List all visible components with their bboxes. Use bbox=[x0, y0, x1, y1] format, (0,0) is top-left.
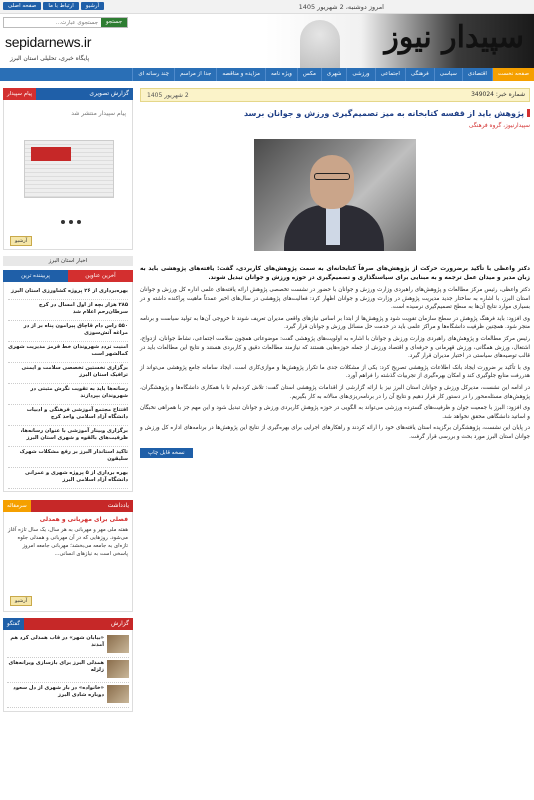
milad-tower-graphic bbox=[300, 20, 340, 68]
nav-item-misc[interactable]: جدا از مراسم bbox=[174, 68, 216, 81]
slider-dot-3[interactable] bbox=[77, 220, 81, 224]
article-paragraph: رئیس مرکز مطالعات و پژوهش‌های راهبردی وزارت ورزش و جوانان با اشاره به اولویت‌های پژوهشی گفت: موضوعاتی همچون سلامت اجتماعی، نشاط جوانان، ازدواج، اشتغال، ورزش همگانی، ورزش قهرمانی و حرفه‌ای و اقتصاد ورزش از جمله حوزه‌هایی هستند که نیازمند مطالعات دقیق و کاربردی هستند و نتایج این مطالعات باید در قالب توصیه‌های سیاستی در اختیار مدیران قرار گیرد. bbox=[140, 335, 530, 360]
article-paragraph: در پایان این نشست، پژوهشگران برگزیده استان یافته‌های خود را ارائه کردند و راهکارهای اجرایی برای بهره‌گیری از نتایج این پژوهش‌ها در برنامه‌های اداره کل ورزش و جوانان استان البرز مورد بحث و بررسی قرار گرفت. bbox=[140, 425, 530, 440]
notes-tab[interactable]: سرمقاله bbox=[3, 500, 31, 512]
article-paragraph: دکتر واعظی، رئیس مرکز مطالعات و پژوهش‌های راهبردی وزارت ورزش و جوانان با حضور در نشست تخصصی پژوهش ارائه یافته‌های علمی اداره کل ورزش و جوانان استان البرز، با اشاره به ساختار جدید مدیریت پژوهش در وزارت ورزش و جوانان اظهار کرد: فعالیت‌های پژوهشی در سال‌های اخیر عمدتاً ماهیت پراکنده داشته و در بسیاری موارد نتایج آن‌ها به سطح تصمیم‌گیری نرسیده است. bbox=[140, 287, 530, 311]
top-link-contact[interactable]: ارتباط با ما bbox=[43, 2, 78, 10]
top-link-archive[interactable]: آرشیو bbox=[81, 2, 104, 10]
photo-face bbox=[310, 155, 354, 209]
notes-box bbox=[3, 512, 133, 612]
nav-item-cultural[interactable]: فرهنگی bbox=[405, 68, 434, 81]
report-item-title[interactable]: همدلی البرز برای بازسازی ویرانه‌های زلزله bbox=[8, 659, 104, 673]
article-lead: دکتر واعظی با تأکید برضرورت حرکت از پژوهش‌های صرفاً کتابخانه‌ای به سمت پژوهش‌های کاربردی، گفت: یافته‌های پژوهشی باید به زبان مدیر و میدان عمل ترجمه و به مبنایی برای سیاستگذاری و تصمیم‌گیری در حوزه ورزش و جوانان تبدیل شوند. bbox=[140, 266, 530, 281]
article-paragraph: وی افزود: باید فرهنگ پژوهش در سطح سازمان تقویت شود و پژوهش‌ها از ابتدا بر اساس نیازهای واقعی مدیران تعریف شوند تا خروجی آن‌ها به تولید سیاست و برنامه منجر شود. همچنین ظرفیت دانشگاه‌ها و مراکز علمی باید در خدمت حل مسائل ورزش و جوانان قرار گیرد. bbox=[140, 315, 530, 331]
left-sidebar bbox=[3, 88, 133, 712]
site-logo[interactable]: سپیدار نیوز bbox=[384, 20, 524, 55]
article-byline: سپیدارنیوز، گروه فرهنگی bbox=[468, 123, 530, 129]
list-item[interactable] bbox=[7, 633, 129, 658]
list-item[interactable]: برگزاری وبینار آموزشی با عنوان رسانه‌ها، ظرفیت‌های بالقوه و شهری استان البرز bbox=[8, 426, 128, 447]
list-item[interactable]: ۲۸۵ هزار بچه از اول امسال در کرج سرطان‌رحم اعلام شد bbox=[8, 300, 128, 321]
top-links bbox=[3, 2, 104, 10]
article-paragraph: وی افزود: البرز با جمعیت جوان و ظرفیت‌های گسترده ورزشی می‌تواند به الگویی در حوزه پژوهش کاربردی ورزش و جوانان تبدیل شود و این مهم جز با همراهی نخبگان و اساتید دانشگاهی محقق نخواهد شد. bbox=[140, 405, 530, 420]
nav-item-photo[interactable]: مکس bbox=[297, 68, 321, 81]
photo-archive-button[interactable]: آرشیو bbox=[10, 236, 32, 246]
notes-header bbox=[3, 500, 133, 512]
photo-report-label[interactable]: پیام سپیدار منتشر شد bbox=[71, 110, 126, 117]
alborz-news-box bbox=[3, 282, 133, 492]
report-header bbox=[3, 618, 133, 630]
photo-report-tab[interactable]: پیام سپیدار bbox=[3, 88, 36, 100]
alborz-news-title: اخبار استان البرز bbox=[3, 256, 133, 266]
nav-item-political[interactable]: سیاسی bbox=[434, 68, 462, 81]
list-item[interactable] bbox=[7, 683, 129, 708]
nav-item-social[interactable]: اجتماعی bbox=[375, 68, 405, 81]
slider-dot-2[interactable] bbox=[69, 220, 73, 224]
article-info-bar bbox=[140, 88, 530, 102]
nav-item-sports[interactable]: ورزشی bbox=[346, 68, 374, 81]
report-thumbnail[interactable] bbox=[107, 635, 129, 653]
report-item-title[interactable]: «بیابان شهر» در قاب همدلی کرد هم آمدند bbox=[10, 634, 104, 648]
brand-panel bbox=[0, 14, 130, 68]
article-main bbox=[140, 88, 530, 458]
site-url: sepidarnews.ir bbox=[5, 34, 92, 50]
report-thumbnail[interactable] bbox=[107, 685, 129, 703]
article-headline: پژوهش باید از قفسه کتابخانه به میز تصمیم‌گیری ورزش و جوانان برسد bbox=[140, 108, 530, 119]
header-banner bbox=[150, 14, 534, 68]
slider-dots bbox=[61, 220, 81, 224]
site-header bbox=[0, 14, 534, 68]
article-paragraph: در ادامه این نشست، مدیرکل ورزش و جوانان استان البرز نیز با ارائه گزارشی از اقدامات پژوهشی استان گفت: تلاش کرده‌ایم تا با همکاری دانشگاه‌ها و پژوهشگران، پژوهش‌های مسئله‌محور را در دستور کار قرار دهیم و نتایج آن را در برنامه‌ریزی‌های سالانه به کار بگیریم. bbox=[140, 384, 530, 400]
list-item[interactable]: بهره برداری از ۵ پروژه شهری و عمرانی دانشگاه آزاد اسلامی البرز bbox=[8, 468, 128, 489]
report-title: گزارش bbox=[110, 619, 129, 627]
print-version-button[interactable]: نسخه قابل چاپ bbox=[140, 448, 193, 458]
list-item[interactable]: تاکید استاندار البرز بر رفع مشکلات شهرک سلیقون bbox=[8, 447, 128, 468]
photo-report-header bbox=[3, 88, 133, 100]
nav-item-economic[interactable]: اقتصادی bbox=[462, 68, 492, 81]
nav-item-home[interactable]: صفحه نخست bbox=[492, 68, 534, 81]
photo-shirt bbox=[326, 205, 340, 245]
notes-title: یادداشت bbox=[107, 501, 129, 509]
notes-archive-button[interactable]: آرشیو bbox=[10, 596, 32, 606]
list-item[interactable]: بهره‌برداری از ۲۶ پروژه کشاورزی استان البرز bbox=[8, 286, 128, 300]
list-item[interactable]: افتتاح مجتمع آموزشی فرهنگی و ادبیات دانشگاه آزاد اسلامی واحد کرج bbox=[8, 405, 128, 426]
search-button[interactable]: جستجو bbox=[101, 18, 127, 27]
nav-item-urban[interactable]: شهری bbox=[321, 68, 346, 81]
search-input[interactable] bbox=[4, 18, 100, 27]
article-id: شماره خبر: 349024 bbox=[471, 91, 525, 98]
article-date: 2 شهریور 1405 bbox=[147, 92, 189, 99]
current-date: امروز دوشنبه، 2 شهریور 1405 bbox=[298, 3, 384, 11]
top-link-home[interactable]: صفحه اصلی bbox=[3, 2, 41, 10]
photo-glasses bbox=[314, 173, 350, 180]
tab-latest[interactable]: آخرین عناوین bbox=[68, 270, 133, 282]
photo-report-title: گزارش تصویری bbox=[89, 90, 129, 97]
slider-dot-1[interactable] bbox=[61, 220, 65, 224]
list-item[interactable]: امنیت تردد شهروندان خط قرمز مدیریت شهری کمالشهر است bbox=[8, 342, 128, 363]
list-item[interactable]: رسانه‌ها باید به تقویت نگرش مثبتی در شهروندان بپردازند bbox=[8, 384, 128, 405]
note-text: هفته ملی مهر و مهربانی به هر سال، یک سال تازه آغاز می‌شود. روزهایی که در آن مهربانی و همدلی جلوه تازه‌ای به جامعه می‌بخشد؛ مهربانی جامعه امروز پاسخی است به نیازهای انسانی... bbox=[8, 526, 128, 557]
report-item-title[interactable]: «خانواده» در بار شهری از دل سعود دوباره شادی البرز bbox=[13, 684, 104, 698]
list-item[interactable]: برگزاری نخستین تخصصی سلامت و ایمنی ترافیک استان البرز bbox=[8, 363, 128, 384]
main-nav bbox=[0, 68, 534, 81]
alborz-news-list bbox=[4, 282, 132, 491]
list-item[interactable] bbox=[7, 658, 129, 683]
article-photo bbox=[254, 139, 416, 251]
tab-popular[interactable]: پربیننده ترین bbox=[3, 270, 68, 282]
search-box bbox=[3, 17, 128, 28]
site-tagline: پایگاه خبری، تحلیلی استان البرز bbox=[10, 55, 90, 62]
alborz-news-tabs bbox=[3, 270, 133, 282]
report-box bbox=[3, 630, 133, 712]
note-title[interactable]: فصلی برای مهربانی و همدلی bbox=[39, 515, 128, 523]
report-tab[interactable]: گفتگو bbox=[3, 618, 24, 630]
newspaper-image[interactable] bbox=[24, 140, 114, 198]
top-strip bbox=[0, 0, 534, 14]
article-paragraph: وی با تأکید بر ضرورت ایجاد بانک اطلاعات پژوهشی تصریح کرد: یکی از مشکلات جدی ما تکرار پژوهش‌ها و موازی‌کاری است. ایجاد سامانه جامع پژوهشی می‌تواند از هدررفت منابع جلوگیری کند و امکان بهره‌گیری از تجربیات گذشته را فراهم آورد. bbox=[140, 364, 530, 380]
list-item[interactable]: ۵۵۰ راس دام قاچاق پیرامون پناه بر از در مراغه آتش‌سوزی bbox=[8, 321, 128, 342]
nav-item-multimedia[interactable]: چند رسانه ای bbox=[132, 68, 174, 81]
report-list bbox=[4, 630, 132, 711]
nav-item-tenders[interactable]: مزایده و مناقصه bbox=[216, 68, 265, 81]
nav-item-special[interactable]: ویژه نامه bbox=[265, 68, 297, 81]
photo-report-box bbox=[3, 100, 133, 250]
report-thumbnail[interactable] bbox=[107, 660, 129, 678]
